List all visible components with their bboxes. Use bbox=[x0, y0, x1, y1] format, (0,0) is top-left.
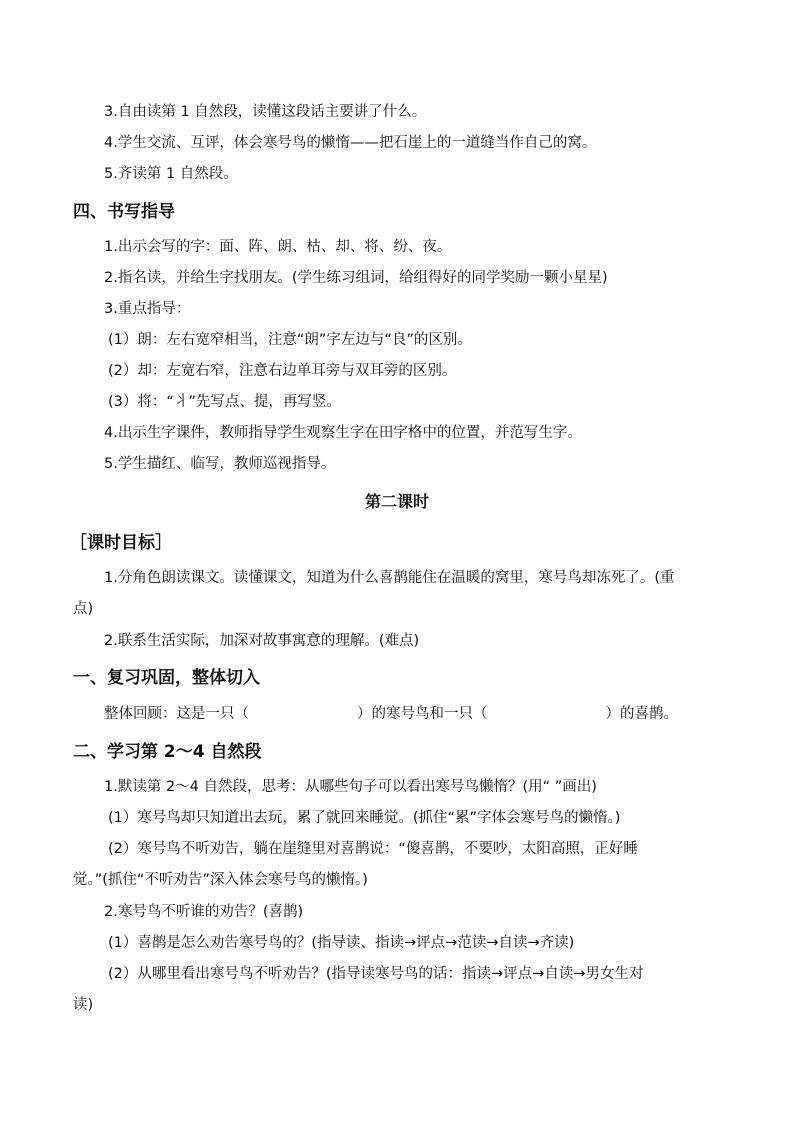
goal1-line1: 1.分角色朗读课文。读懂课文，知道为什么喜鹊能住在温暖的窝里，寒号鸟却冻死了。(重 bbox=[104, 570, 675, 586]
review-text-a: 整体回顾：这是一只（ bbox=[104, 706, 249, 722]
writing-item3: 3.重点指导： bbox=[104, 301, 191, 317]
study-sub2-line2: 觉。”(抓住“不听劝告”深入体会寒号鸟的懒惰。) bbox=[73, 872, 368, 888]
goal1-line2: 点) bbox=[73, 601, 94, 617]
writing-item2: 2.指名读，并给生字找朋友。(学生练习组词，给组得好的同学奖励一颗小星星) bbox=[104, 270, 608, 286]
section-heading-review: 一、复习巩固，整体切入 bbox=[73, 668, 260, 688]
study-sub4-line1: (2）从哪里看出寒号鸟不听劝告？(指导读寒号鸟的话：指读→评点→自读→男女生对 bbox=[108, 966, 644, 982]
review-sentence bbox=[104, 704, 678, 724]
review-text-c: ）的喜鹊。 bbox=[605, 706, 678, 722]
writing-item4: 4.出示生字课件，教师指导学生观察生字在田字格中的位置，并范写生字。 bbox=[104, 425, 582, 441]
study-sub4-line2: 读) bbox=[73, 997, 94, 1013]
goal2: 2.联系生活实际，加深对故事寓意的理解。(难点) bbox=[104, 633, 420, 649]
writing-sub2: (2）却：左宽右窄，注意右边单耳旁与双耳旁的区别。 bbox=[108, 363, 457, 379]
writing-item1: 1.出示会写的字：面、阵、朗、枯、却、将、纷、夜。 bbox=[104, 239, 452, 255]
review-text-b: ）的寒号鸟和一只（ bbox=[357, 706, 488, 722]
study-item1: 1.默读第 2～4 自然段，思考：从哪些句子可以看出寒号鸟懒惰？(用“ ”画出) bbox=[104, 779, 597, 795]
study-sub3: (1）喜鹊是怎么劝告寒号鸟的？(指导读、指读→评点→范读→自读→齐读) bbox=[108, 935, 575, 951]
writing-item5: 5.学生描红、临写，教师巡视指导。 bbox=[104, 456, 336, 472]
lesson-title: 第二课时 bbox=[364, 492, 429, 511]
writing-sub1: (1）朗：左右宽窄相当，注意“朗”字左边与“良”的区别。 bbox=[108, 332, 472, 348]
section-heading-study: 二、学习第 2～4 自然段 bbox=[73, 742, 262, 762]
paragraph-item5: 5.齐读第 1 自然段。 bbox=[104, 166, 238, 182]
study-sub2-line1: (2）寒号鸟不听劝告，躺在崖缝里对喜鹊说：“傻喜鹊，不要吵，太阳高照，正好睡 bbox=[108, 841, 638, 857]
writing-sub3: (3）将：“丬”先写点、提，再写竖。 bbox=[108, 394, 341, 410]
paragraph-item4: 4.学生交流、互评，体会寒号鸟的懒惰——把石崖上的一道缝当作自己的窝。 bbox=[104, 135, 597, 151]
goals-heading: ［课时目标］ bbox=[70, 533, 172, 553]
study-sub1: (1）寒号鸟却只知道出去玩，累了就回来睡觉。(抓住“累”字体会寒号鸟的懒惰。) bbox=[108, 810, 621, 826]
study-item2: 2.寒号鸟不听谁的劝告？(喜鹊) bbox=[104, 904, 304, 920]
paragraph-item3: 3.自由读第 1 自然段，读懂这段话主要讲了什么。 bbox=[104, 104, 427, 120]
section-heading-writing: 四、书写指导 bbox=[73, 202, 175, 222]
